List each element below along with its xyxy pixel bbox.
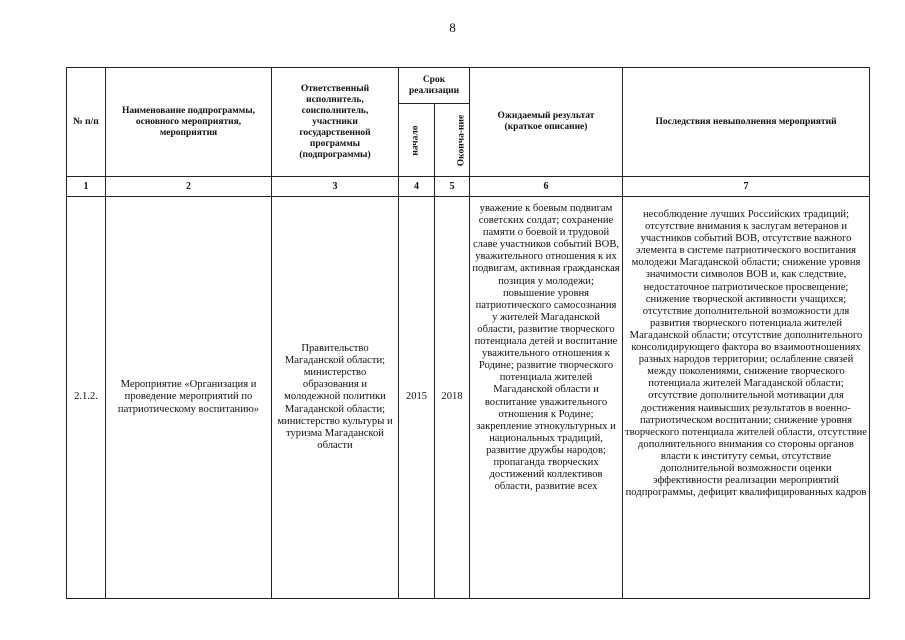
header-responsible: Ответственный исполнитель, соисполнитель, участники государственной программы (подпрограммы) [272,68,399,177]
table-row [67,197,870,599]
header-name: Наименование подпрограммы, основного мероприятия, мероприятия [106,68,272,177]
header-term: Срок реализации [399,68,470,104]
header-result: Ожидаемый результат (краткое описание) [470,68,623,177]
column-number: 2 [106,177,272,197]
header-num: № п/п [67,68,106,177]
row-result-text: уважение к боевым подвигам советских солдат; сохранение памяти о боевой и трудовой славе участников событий ВОВ, уважительного отношения к их подвигам, активная гражданская позиция у молодежи; повышение уровня патриотического самосознания у жителей Магаданской области, развитие творческого потенциала детей и воспитание уважительного отношения к Родине; развитие творческого потенциала жителей Магаданской области и воспитание уважительного отношения к Родине; закрепление этнокультурных и национальных традиций, развитие дружбы народов; пропаганда творческих достижений коллективов области, развитие всех [472,203,620,493]
row-result [470,197,623,599]
row-name-text: Мероприятие «Организация и проведение мероприятий по патриотическому воспитанию» [117,379,260,415]
header-end [435,104,470,177]
header-start [399,104,435,177]
row-num: 2.1.2. [67,197,106,599]
row-consequences [623,197,870,599]
column-number: 3 [272,177,399,197]
row-name [106,197,272,599]
column-number: 1 [67,177,106,197]
header-end-text: Оконча-ние [456,114,467,166]
column-number: 6 [470,177,623,197]
column-number: 5 [435,177,470,197]
program-activities-table [66,67,870,599]
header-start-text: начало [411,124,421,156]
row-responsible [272,197,399,599]
row-responsible-text: Правительство Магаданской области; министерство образования и молодежной политики Магаданской области; министерство культуры и туризма Магаданской области [277,343,393,451]
column-number: 7 [623,177,870,197]
row-end: 2018 [435,197,470,599]
column-number: 4 [399,177,435,197]
page-number: 8 [449,20,456,35]
row-consequences-text: несоблюдение лучших Российских традиций; отсутствие внимания к заслугам ветеранов и участников событий ВОВ, отсутствие важного элемента в системе патриотического воспитания молодежи Магаданской области; снижение уровня значимости символов ВОВ и, как следствие, недостаточное патриотическое просвещение; снижение творческой активности учащихся; отсутствие дополнительной возможности для развития творческого потенциала жителей Магаданской области; отсутствие дополнительного консолидирующего фактора во взаимоотношениях разных народов территории; ослабление связей между поколениями, снижение творческого потенциала жителей Магаданской области; отсутствие дополнительной мотивации для достижения наивысших результатов в военно-патриотическом воспитании; снижение уровня творческого потенциала жителей области, отсутствие дополнительного внимания со стороны органов власти к институту семьи, отсутствие дополнительной возможности оценки эффективности реализации мероприятий подпрограммы, дефицит квалифицированных кадров [625,209,867,499]
row-start: 2015 [399,197,435,599]
column-number-row [67,177,870,197]
header-row [67,68,870,104]
header-consequences: Последствия невыполнения мероприятий [623,68,870,177]
